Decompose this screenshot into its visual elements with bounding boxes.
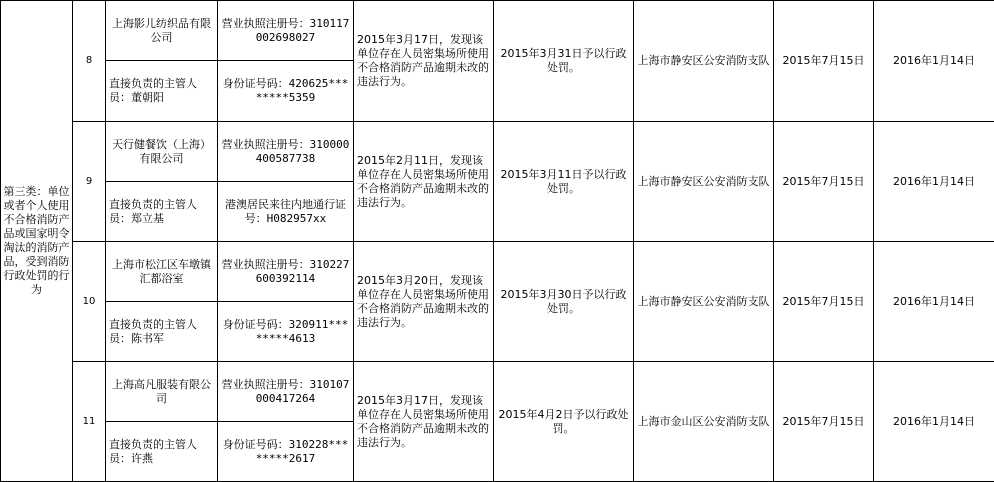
start-date: 2015年7月15日 (774, 362, 874, 482)
violation-fact: 2015年3月17日，发现该单位存在人员密集场所使用不合格消防产品逾期未改的违法行为。 (354, 1, 494, 122)
penalty-date: 2015年3月30日予以行政处罚。 (494, 242, 634, 362)
violation-fact: 2015年3月17日，发现该单位存在人员密集场所使用不合格消防产品逾期未改的违法行为。 (354, 362, 494, 482)
start-date: 2015年7月15日 (774, 242, 874, 362)
responsible-person: 直接负责的主管人员：陈书军 (106, 302, 218, 362)
id-number: 身份证号码：420625********5359 (218, 61, 354, 122)
start-date: 2015年7月15日 (774, 1, 874, 122)
end-date: 2016年1月14日 (874, 122, 994, 242)
authority: 上海市金山区公安消防支队 (634, 362, 774, 482)
table-row (1, 1, 994, 61)
id-number: 港澳居民来往内地通行证号：H082957xx (218, 182, 354, 242)
end-date: 2016年1月14日 (874, 362, 994, 482)
start-date: 2015年7月15日 (774, 122, 874, 242)
category-cell: 第三类：单位或者个人使用不合格消防产品或国家明令淘汰的消防产品，受到消防行政处罚的行为 (1, 1, 73, 482)
end-date: 2016年1月14日 (874, 242, 994, 362)
table-row (1, 362, 994, 422)
unit-name: 上海影儿纺织品有限公司 (106, 1, 218, 61)
end-date: 2016年1月14日 (874, 1, 994, 122)
id-number: 身份证号码：310228********2617 (218, 422, 354, 482)
row-number: 10 (73, 242, 106, 362)
table-row (1, 122, 994, 182)
unit-name: 上海高凡服装有限公司 (106, 362, 218, 422)
responsible-person: 直接负责的主管人员：许燕 (106, 422, 218, 482)
authority: 上海市静安区公安消防支队 (634, 122, 774, 242)
authority: 上海市静安区公安消防支队 (634, 1, 774, 122)
row-number: 11 (73, 362, 106, 482)
license-number: 营业执照注册号：310107000417264 (218, 362, 354, 422)
license-number: 营业执照注册号：310117002698027 (218, 1, 354, 61)
unit-name: 天行健餐饮（上海）有限公司 (106, 122, 218, 182)
row-number: 9 (73, 122, 106, 242)
responsible-person: 直接负责的主管人员：董朝阳 (106, 61, 218, 122)
penalty-date: 2015年4月2日予以行政处罚。 (494, 362, 634, 482)
license-number: 营业执照注册号：310227600392114 (218, 242, 354, 302)
authority: 上海市静安区公安消防支队 (634, 242, 774, 362)
penalty-date: 2015年3月31日予以行政处罚。 (494, 1, 634, 122)
row-number: 8 (73, 1, 106, 122)
penalty-date: 2015年3月11日予以行政处罚。 (494, 122, 634, 242)
violation-fact: 2015年2月11日，发现该单位存在人员密集场所使用不合格消防产品逾期未改的违法行为。 (354, 122, 494, 242)
table-row (1, 242, 994, 302)
id-number: 身份证号码：320911********4613 (218, 302, 354, 362)
license-number: 营业执照注册号：310000400587738 (218, 122, 354, 182)
unit-name: 上海市松江区车墩镇汇都浴室 (106, 242, 218, 302)
violation-fact: 2015年3月20日，发现该单位存在人员密集场所使用不合格消防产品逾期未改的违法行为。 (354, 242, 494, 362)
responsible-person: 直接负责的主管人员：郑立基 (106, 182, 218, 242)
